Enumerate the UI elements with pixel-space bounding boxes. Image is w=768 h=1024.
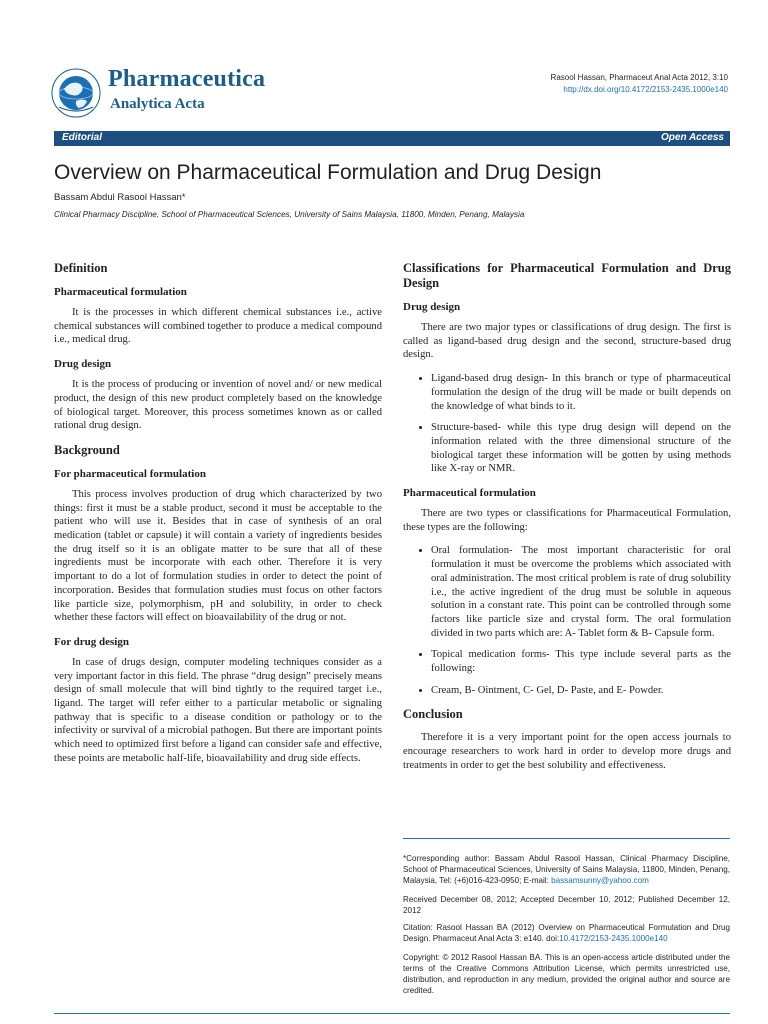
footnote-divider bbox=[403, 838, 730, 839]
classifications-heading: Classifications for Pharmaceutical Formulation and Drug Design bbox=[403, 261, 731, 290]
citation-text: Citation: Rasool Hassan BA (2012) Overview on Pharmaceutical Formulation and Drug Design. Pharmaceut Anal Acta 3: e140. doi: bbox=[403, 923, 730, 943]
corresponding-author-note bbox=[403, 853, 730, 886]
article-dates: Received December 08, 2012; Accepted December 10, 2012; Published December 12, 2012 bbox=[403, 895, 730, 915]
citation-doi-link[interactable]: 10.4172/2153-2435.1000e140 bbox=[559, 934, 668, 943]
background-drug-design-text: In case of drugs design, computer modeling techniques consider as a very important factor in this field. The phrase “drug design” precisely means design of small molecule that will bind tightly to the required target i.e., ligand. The target will refer either to a particular metabolic or signaling pathway that is specific to a disease condition or pathology or to the infectivity or survival of a microbial pathogen. But there are important points which need to optimized first before a ligand can consider safe and effective, these points are metabolic half-life, bioavailability and drug side effects. bbox=[54, 656, 382, 764]
article-type-label: Editorial bbox=[62, 132, 103, 143]
footer-divider bbox=[54, 1013, 730, 1014]
corresponding-author-text: *Corresponding author: Bassam Abdul Rasool Hassan, Clinical Pharmacy Discipline, School of Pharmaceutical Sciences, University of Sains Malaysia, 11800, Minden, Penang, Malaysia, Tel: (+6)016-423-0950; E-mail: bbox=[403, 854, 730, 885]
list-item: • Topical medication forms- This type include several parts as the following: bbox=[431, 648, 731, 675]
author-affiliation: Clinical Pharmacy Discipline, School of Pharmaceutical Sciences, University of Sains Malaysia, 11800, Minden, Penang, Malaysia bbox=[54, 210, 525, 219]
background-heading: Background bbox=[54, 442, 120, 457]
pharmaceutical-formulation-definition: It is the processes in which different chemical substances i.e., active chemical substances will combined together to produce a medical compound i.e., medical drug. bbox=[54, 307, 382, 346]
conclusion-heading: Conclusion bbox=[403, 707, 463, 722]
classification-drug-design-text: There are two major types or classifications of drug design. The first is called as ligand-based drug design and the second, structure-based drug design. bbox=[403, 322, 731, 361]
left-column bbox=[54, 261, 382, 776]
article-title: Overview on Pharmaceutical Formulation and Drug Design bbox=[54, 161, 602, 184]
citation-short: Rasool Hassan, Pharmaceut Anal Acta 2012, 3:10 bbox=[550, 73, 728, 82]
drug-design-heading: Drug design bbox=[54, 358, 112, 371]
open-access-label: Open Access bbox=[661, 132, 724, 143]
drug-design-list bbox=[403, 372, 731, 476]
background-formulation-text: This process involves production of drug which characterized by two things: first it must be a stable product, second it must be acceptable to the patient who will use it. Besides that in case of synthesis of an oral medication (tablet or capsule) it will contain a variety of ingredients besides the drug itself so it is an obligate matter to be sure that all of these ingredients must be incorporate with each other. Therefore it is very important to do a lot of formulation studies in order to detect the point of incorporation. Besides that formulation studies must focus on other factors like particle size, polymorphism, pH and solubility, in order to check whether these factors will effect on bioavailability of the drug or not. bbox=[54, 488, 382, 624]
list-item: • Cream, B- Ointment, C- Gel, D- Paste, and E- Powder. bbox=[431, 684, 731, 698]
email-link[interactable]: bassamsunny@yahoo.com bbox=[551, 876, 649, 885]
right-column bbox=[403, 261, 731, 783]
journal-name: Pharmaceutica bbox=[108, 66, 266, 92]
author-name: Bassam Abdul Rasool Hassan* bbox=[54, 192, 186, 203]
background-drug-design-heading: For drug design bbox=[54, 635, 129, 648]
copyright-note: Copyright: © 2012 Rasool Hassan BA. This is an open-access article distributed under the terms of the Creative Commons Attribution License, which permits unrestricted use, distribution, and reproduction in any medium, provided the original author and source are credited. bbox=[403, 953, 730, 995]
background-formulation-heading: For pharmaceutical formulation bbox=[54, 467, 206, 480]
list-item: • Ligand-based drug design- In this branch or type of pharmaceutical formulation the design of the drug will be made or built depends on the knowledge of what binds to it. bbox=[431, 372, 731, 413]
classification-formulation-text: There are two types or classifications for Pharmaceutical Formulation, these types are the following: bbox=[403, 508, 731, 533]
pharmaceutical-formulation-heading: Pharmaceutical formulation bbox=[54, 286, 187, 298]
journal-subtitle: Analytica Acta bbox=[110, 96, 205, 112]
classification-formulation-heading: Pharmaceutical formulation bbox=[403, 487, 536, 500]
drug-design-definition: It is the process of producing or invention of novel and/ or new medical product, the design of this new product completely based on the knowledge of biological target. Moreover, this process sometimes known as or called rational drug design. bbox=[54, 379, 382, 432]
list-item: • Structure-based- while this type drug design will depend on the information related with the three dimensional structure of the biological target these information will be gotten by using methods like X-ray or NMR. bbox=[431, 421, 731, 476]
definition-heading: Definition bbox=[54, 261, 108, 275]
formulation-list bbox=[403, 544, 731, 697]
classification-drug-design-heading: Drug design bbox=[403, 301, 461, 313]
citation-note bbox=[403, 922, 730, 944]
section-bar bbox=[54, 131, 730, 146]
conclusion-text: Therefore it is a very important point for the open access journals to encourage researchers to work hard in order to develop more drugs and treatments in order to get the best solubility and effectiveness. bbox=[403, 732, 731, 771]
journal-logo-icon bbox=[50, 67, 102, 119]
doi-link[interactable]: http://dx.doi.org/10.4172/2153-2435.1000e140 bbox=[563, 85, 728, 94]
list-item: • Oral formulation- The most important characteristic for oral formulation it must be overcome the problems which associated with oral administration. The most critical problem is rate of drug solubility i.e., the active ingredient of the drug must be soluble in aqueous solution in a constant rate. This point can be controlled through some factors like particle size and crystal form. The oral formulation divided in two parts which are: A- Tablet form & B- Capsule form. bbox=[431, 544, 731, 640]
